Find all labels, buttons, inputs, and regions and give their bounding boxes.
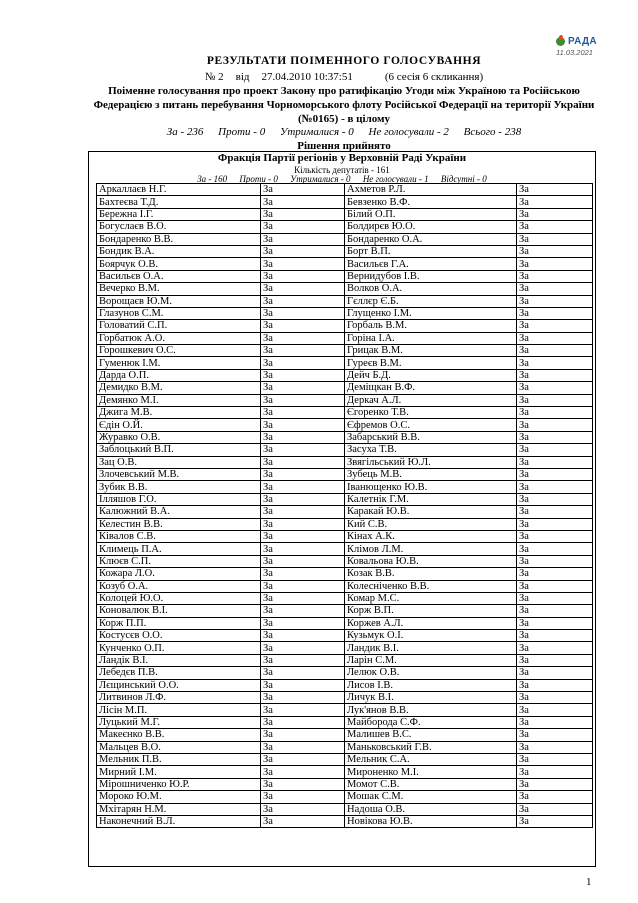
deputy-name: Луцький М.Г.	[97, 716, 261, 728]
table-row	[97, 642, 593, 654]
table-row	[97, 481, 593, 493]
deputy-vote: За	[261, 815, 345, 827]
deputy-vote: За	[261, 295, 345, 307]
deputy-name: Джига М.В.	[97, 407, 261, 419]
deputy-vote: За	[517, 692, 593, 704]
deputy-vote: За	[517, 444, 593, 456]
deputy-name: Гєллєр Є.Б.	[345, 295, 517, 307]
deputy-name: Болдирєв Ю.О.	[345, 221, 517, 233]
table-row	[97, 815, 593, 827]
table-row	[97, 283, 593, 295]
total-za: За - 236	[166, 126, 204, 138]
deputy-vote: За	[517, 468, 593, 480]
faction-vidsutni: Відсутні - 0	[440, 174, 487, 184]
deputy-vote: За	[517, 506, 593, 518]
deputy-name: Ахметов Р.Л.	[345, 184, 517, 196]
table-row	[97, 233, 593, 245]
deputy-vote: За	[517, 382, 593, 394]
deputy-vote: За	[261, 753, 345, 765]
deputy-vote: За	[261, 394, 345, 406]
deputy-name: Засуха Т.В.	[345, 444, 517, 456]
page-title: РЕЗУЛЬТАТИ ПОІМЕННОГО ГОЛОСУВАННЯ	[206, 55, 482, 67]
deputy-vote: За	[261, 543, 345, 555]
deputy-vote: За	[517, 270, 593, 282]
deputy-name: Аркаллаєв Н.Г.	[97, 184, 261, 196]
deputy-name: Ківалов С.В.	[97, 530, 261, 542]
deputy-vote: За	[517, 530, 593, 542]
deputy-vote: За	[261, 407, 345, 419]
deputy-name: Білий О.П.	[345, 208, 517, 220]
deputy-vote: За	[517, 803, 593, 815]
deputy-vote: За	[517, 555, 593, 567]
deputy-vote: За	[261, 233, 345, 245]
deputy-name: Мірошниченко Ю.Р.	[97, 778, 261, 790]
deputy-name: Іванющенко Ю.В.	[345, 481, 517, 493]
deputy-name: Личук В.І.	[345, 692, 517, 704]
deputy-name: Боярчук О.В.	[97, 258, 261, 270]
deputy-vote: За	[517, 245, 593, 257]
table-row	[97, 617, 593, 629]
vote-description	[84, 84, 604, 126]
deputy-vote: За	[517, 196, 593, 208]
deputy-name: Костусєв О.О.	[97, 630, 261, 642]
deputy-name: Горіна І.А.	[345, 332, 517, 344]
deputy-vote: За	[517, 667, 593, 679]
table-row	[97, 431, 593, 443]
total-ne-holosuvaly: Не голосували - 2	[368, 126, 449, 138]
page-number: 1	[586, 876, 592, 888]
deputy-vote: За	[261, 320, 345, 332]
deputy-name: Лелюк О.В.	[345, 667, 517, 679]
deputy-name: Деркач А.Л.	[345, 394, 517, 406]
table-row	[97, 518, 593, 530]
table-row	[97, 245, 593, 257]
deputy-name: Горошкевич О.С.	[97, 345, 261, 357]
deputy-vote: За	[517, 766, 593, 778]
date-label: від	[235, 71, 250, 83]
deputy-name: Кунченко О.П.	[97, 642, 261, 654]
table-row	[97, 580, 593, 592]
deputy-name: Борт В.П.	[345, 245, 517, 257]
deputy-name: Клімов Л.М.	[345, 543, 517, 555]
deputy-vote: За	[261, 283, 345, 295]
table-row	[97, 196, 593, 208]
deputy-name: Дейч Б.Д.	[345, 369, 517, 381]
table-row	[97, 493, 593, 505]
table-row	[97, 630, 593, 642]
deputy-vote: За	[261, 605, 345, 617]
deputy-vote: За	[517, 617, 593, 629]
deputy-vote: За	[517, 654, 593, 666]
deputy-vote: За	[261, 741, 345, 753]
deputy-name: Надоша О.В.	[345, 803, 517, 815]
deputy-name: Єфремов О.С.	[345, 419, 517, 431]
deputy-name: Мхітарян Н.М.	[97, 803, 261, 815]
deputy-vote: За	[261, 345, 345, 357]
deputy-name: Кий С.В.	[345, 518, 517, 530]
deputy-name: Каракай Ю.В.	[345, 506, 517, 518]
table-row	[97, 221, 593, 233]
deputy-vote: За	[261, 692, 345, 704]
deputy-vote: За	[517, 369, 593, 381]
deputy-vote: За	[517, 642, 593, 654]
deputy-vote: За	[517, 208, 593, 220]
votes-table	[96, 183, 593, 828]
deputy-vote: За	[261, 369, 345, 381]
deputy-vote: За	[261, 419, 345, 431]
total-proty: Проти - 0	[218, 126, 266, 138]
deputy-name: Лук'янов В.В.	[345, 704, 517, 716]
faction-proty: Проти - 0	[239, 174, 278, 184]
deputy-name: Ландик В.І.	[345, 642, 517, 654]
deputy-vote: За	[261, 196, 345, 208]
deputy-name: Заблоцький В.П.	[97, 444, 261, 456]
deputy-vote: За	[261, 221, 345, 233]
deputy-name: Бондаренко О.А.	[345, 233, 517, 245]
deputy-name: Лісін М.П.	[97, 704, 261, 716]
table-row	[97, 506, 593, 518]
deputy-vote: За	[517, 407, 593, 419]
faction-za: За - 160	[197, 174, 228, 184]
deputy-name: Забарський В.В.	[345, 431, 517, 443]
deputy-name: Зац О.В.	[97, 456, 261, 468]
deputy-vote: За	[517, 481, 593, 493]
deputy-vote: За	[261, 617, 345, 629]
deputy-vote: За	[517, 283, 593, 295]
deputy-vote: За	[517, 221, 593, 233]
table-row	[97, 270, 593, 282]
deputy-name: Бондик В.А.	[97, 245, 261, 257]
deputy-name: Бережна І.Г.	[97, 208, 261, 220]
deputy-vote: За	[517, 320, 593, 332]
deputy-name: Головатий С.П.	[97, 320, 261, 332]
vote-date: 27.04.2010 10:37:51	[261, 71, 353, 83]
deputy-vote: За	[261, 778, 345, 790]
deputy-vote: За	[261, 506, 345, 518]
deputy-name: Колоцей Ю.О.	[97, 592, 261, 604]
table-row	[97, 468, 593, 480]
deputy-name: Глазунов С.М.	[97, 307, 261, 319]
deputy-vote: За	[261, 258, 345, 270]
deputy-name: Звягільський Ю.Л.	[345, 456, 517, 468]
deputy-vote: За	[517, 357, 593, 369]
deputy-vote: За	[517, 679, 593, 691]
deputy-vote: За	[517, 394, 593, 406]
deputy-name: Коржев А.Л.	[345, 617, 517, 629]
table-row	[97, 382, 593, 394]
deputy-name: Зубець М.В.	[345, 468, 517, 480]
deputy-name: Корж В.П.	[345, 605, 517, 617]
table-row	[97, 369, 593, 381]
table-row	[97, 568, 593, 580]
deputy-vote: За	[261, 270, 345, 282]
deputy-name: Малишев В.С.	[345, 729, 517, 741]
deputy-vote: За	[261, 729, 345, 741]
deputy-name: Ілляшов Г.О.	[97, 493, 261, 505]
table-row	[97, 543, 593, 555]
table-row	[97, 394, 593, 406]
deputy-vote: За	[517, 605, 593, 617]
table-row	[97, 667, 593, 679]
table-row	[97, 407, 593, 419]
deputy-name: Лєщинський О.О.	[97, 679, 261, 691]
deputy-name: Мироненко М.І.	[345, 766, 517, 778]
decision-status: Рішення прийнято	[297, 140, 391, 152]
deputy-name: Злочевський М.В.	[97, 468, 261, 480]
table-row	[97, 692, 593, 704]
deputy-vote: За	[517, 345, 593, 357]
deputy-vote: За	[517, 704, 593, 716]
table-row	[97, 530, 593, 542]
deputy-name: Маньковський Г.В.	[345, 741, 517, 753]
deputy-name: Климець П.А.	[97, 543, 261, 555]
table-row	[97, 778, 593, 790]
deputy-vote: За	[517, 753, 593, 765]
deputy-name: Майборода С.Ф.	[345, 716, 517, 728]
table-row	[97, 208, 593, 220]
vote-info	[90, 70, 598, 84]
deputy-name: Литвинов Л.Ф.	[97, 692, 261, 704]
deputy-vote: За	[261, 555, 345, 567]
deputy-name: Волков О.А.	[345, 283, 517, 295]
deputy-name: Лебедєв П.В.	[97, 667, 261, 679]
deputy-vote: За	[261, 630, 345, 642]
vote-number: № 2	[204, 71, 224, 83]
deputy-vote: За	[261, 307, 345, 319]
deputy-name: Глущенко І.М.	[345, 307, 517, 319]
deputy-vote: За	[517, 716, 593, 728]
deputy-name: Козуб О.А.	[97, 580, 261, 592]
deputy-name: Лисов І.В.	[345, 679, 517, 691]
table-row	[97, 307, 593, 319]
deputy-name: Кожара Л.О.	[97, 568, 261, 580]
deputy-name: Васильєв Г.А.	[345, 258, 517, 270]
vote-totals	[90, 125, 598, 139]
deputy-vote: За	[261, 679, 345, 691]
deputy-vote: За	[517, 258, 593, 270]
deputy-vote: За	[517, 518, 593, 530]
deputy-vote: За	[261, 704, 345, 716]
deputy-name: Коновалюк В.І.	[97, 605, 261, 617]
deputy-name: Корж П.П.	[97, 617, 261, 629]
table-row	[97, 753, 593, 765]
deputy-vote: За	[261, 654, 345, 666]
deputy-name: Демянко М.І.	[97, 394, 261, 406]
deputy-name: Гуменюк І.М.	[97, 357, 261, 369]
deputy-vote: За	[517, 184, 593, 196]
deputy-name: Деміщкан В.Ф.	[345, 382, 517, 394]
rada-emblem-icon	[556, 37, 565, 46]
deputy-name: Калетнік Г.М.	[345, 493, 517, 505]
table-row	[97, 679, 593, 691]
deputy-vote: За	[261, 493, 345, 505]
table-row	[97, 592, 593, 604]
table-row	[97, 184, 593, 196]
deputy-vote: За	[261, 431, 345, 443]
deputy-vote: За	[517, 630, 593, 642]
deputy-vote: За	[517, 543, 593, 555]
deputy-vote: За	[261, 803, 345, 815]
deputy-name: Бондаренко В.В.	[97, 233, 261, 245]
deputy-vote: За	[261, 642, 345, 654]
deputy-vote: За	[261, 518, 345, 530]
deputy-name: Єдін О.Й.	[97, 419, 261, 431]
faction-count: Кількість депутатів - 161	[294, 165, 390, 175]
deputy-vote: За	[517, 419, 593, 431]
deputy-vote: За	[517, 295, 593, 307]
deputy-vote: За	[261, 766, 345, 778]
table-row	[97, 766, 593, 778]
table-row	[97, 654, 593, 666]
deputy-vote: За	[261, 580, 345, 592]
table-row	[97, 345, 593, 357]
table-row	[97, 555, 593, 567]
total-vsogo: Всього - 238	[463, 126, 522, 138]
deputy-vote: За	[517, 580, 593, 592]
deputy-name: Келестин В.В.	[97, 518, 261, 530]
session-info: (6 сесія 6 скликання)	[384, 71, 484, 83]
table-row	[97, 729, 593, 741]
deputy-name: Бахтеєва Т.Д.	[97, 196, 261, 208]
deputy-name: Мирний І.М.	[97, 766, 261, 778]
deputy-name: Мельник П.В.	[97, 753, 261, 765]
deputy-vote: За	[261, 208, 345, 220]
deputy-name: Мельник С.А.	[345, 753, 517, 765]
table-row	[97, 444, 593, 456]
table-row	[97, 605, 593, 617]
deputy-vote: За	[517, 791, 593, 803]
deputy-name: Зубик В.В.	[97, 481, 261, 493]
deputy-vote: За	[261, 716, 345, 728]
deputy-name: Кузьмук О.І.	[345, 630, 517, 642]
deputy-vote: За	[261, 184, 345, 196]
faction-ne-holosuvaly: Не голосували - 1	[362, 174, 429, 184]
deputy-name: Ковальова Ю.В.	[345, 555, 517, 567]
deputy-name: Макеєнко В.В.	[97, 729, 261, 741]
description-line: Федерацією з питань перебування Чорноморського флоту Російської Федерації на території України	[93, 99, 595, 111]
deputy-name: Вернидубов І.В.	[345, 270, 517, 282]
deputy-vote: За	[261, 468, 345, 480]
deputy-vote: За	[261, 245, 345, 257]
description-line: (№0165) - в цілому	[297, 113, 391, 125]
deputy-name: Бевзенко В.Ф.	[345, 196, 517, 208]
deputy-vote: За	[261, 481, 345, 493]
deputy-vote: За	[517, 592, 593, 604]
deputy-name: Козак В.В.	[345, 568, 517, 580]
deputy-name: Гуреєв В.М.	[345, 357, 517, 369]
deputy-vote: За	[261, 456, 345, 468]
table-row	[97, 295, 593, 307]
deputy-name: Журавко О.В.	[97, 431, 261, 443]
deputy-name: Вечерко В.М.	[97, 283, 261, 295]
deputy-vote: За	[261, 667, 345, 679]
deputy-vote: За	[261, 357, 345, 369]
deputy-vote: За	[261, 444, 345, 456]
deputy-name: Комар М.С.	[345, 592, 517, 604]
deputy-vote: За	[517, 332, 593, 344]
deputy-name: Горбатюк А.О.	[97, 332, 261, 344]
deputy-name: Ворощаєв Ю.М.	[97, 295, 261, 307]
deputy-vote: За	[517, 778, 593, 790]
deputy-vote: За	[261, 332, 345, 344]
deputy-vote: За	[517, 741, 593, 753]
deputy-vote: За	[261, 791, 345, 803]
faction-name: Фракція Партії регіонів у Верховній Раді України	[217, 152, 467, 164]
description-line: Поіменне голосування про проект Закону про ратифікацію Угоди між Україною та Російською	[108, 85, 580, 97]
deputy-name: Грицак В.М.	[345, 345, 517, 357]
deputy-name: Калюжний В.А.	[97, 506, 261, 518]
table-row	[97, 419, 593, 431]
deputy-name: Мальцев В.О.	[97, 741, 261, 753]
table-row	[97, 741, 593, 753]
deputy-name: Момот С.В.	[345, 778, 517, 790]
deputy-name: Горбаль В.М.	[345, 320, 517, 332]
deputy-name: Мошак С.М.	[345, 791, 517, 803]
table-row	[97, 716, 593, 728]
logo-date: 11.03.2021	[556, 48, 593, 57]
deputy-name: Ларін С.М.	[345, 654, 517, 666]
deputy-vote: За	[517, 493, 593, 505]
table-row	[97, 456, 593, 468]
table-row	[97, 258, 593, 270]
deputy-name: Мороко Ю.М.	[97, 791, 261, 803]
table-row	[97, 803, 593, 815]
deputy-name: Єгоренко Т.В.	[345, 407, 517, 419]
deputy-vote: За	[261, 382, 345, 394]
table-row	[97, 332, 593, 344]
deputy-name: Колесніченко В.В.	[345, 580, 517, 592]
deputy-vote: За	[261, 592, 345, 604]
deputy-vote: За	[261, 530, 345, 542]
deputy-name: Клюєв С.П.	[97, 555, 261, 567]
total-utrymalysia: Утрималися - 0	[279, 126, 354, 138]
deputy-name: Новікова Ю.В.	[345, 815, 517, 827]
deputy-vote: За	[517, 815, 593, 827]
deputy-name: Демидко В.М.	[97, 382, 261, 394]
deputy-name: Дарда О.П.	[97, 369, 261, 381]
table-row	[97, 704, 593, 716]
deputy-vote: За	[517, 431, 593, 443]
deputy-name: Богуслаєв В.О.	[97, 221, 261, 233]
faction-utrymalysia: Утрималися - 0	[290, 174, 351, 184]
deputy-vote: За	[517, 729, 593, 741]
table-row	[97, 791, 593, 803]
deputy-name: Наконечний В.Л.	[97, 815, 261, 827]
deputy-vote: За	[517, 307, 593, 319]
table-row	[97, 320, 593, 332]
deputy-vote: За	[517, 568, 593, 580]
deputy-vote: За	[517, 456, 593, 468]
deputy-vote: За	[517, 233, 593, 245]
logo-name: РАДА	[568, 36, 597, 47]
deputy-name: Ландік В.І.	[97, 654, 261, 666]
deputy-name: Кінах А.К.	[345, 530, 517, 542]
table-row	[97, 357, 593, 369]
deputy-vote: За	[261, 568, 345, 580]
deputy-name: Васильєв О.А.	[97, 270, 261, 282]
